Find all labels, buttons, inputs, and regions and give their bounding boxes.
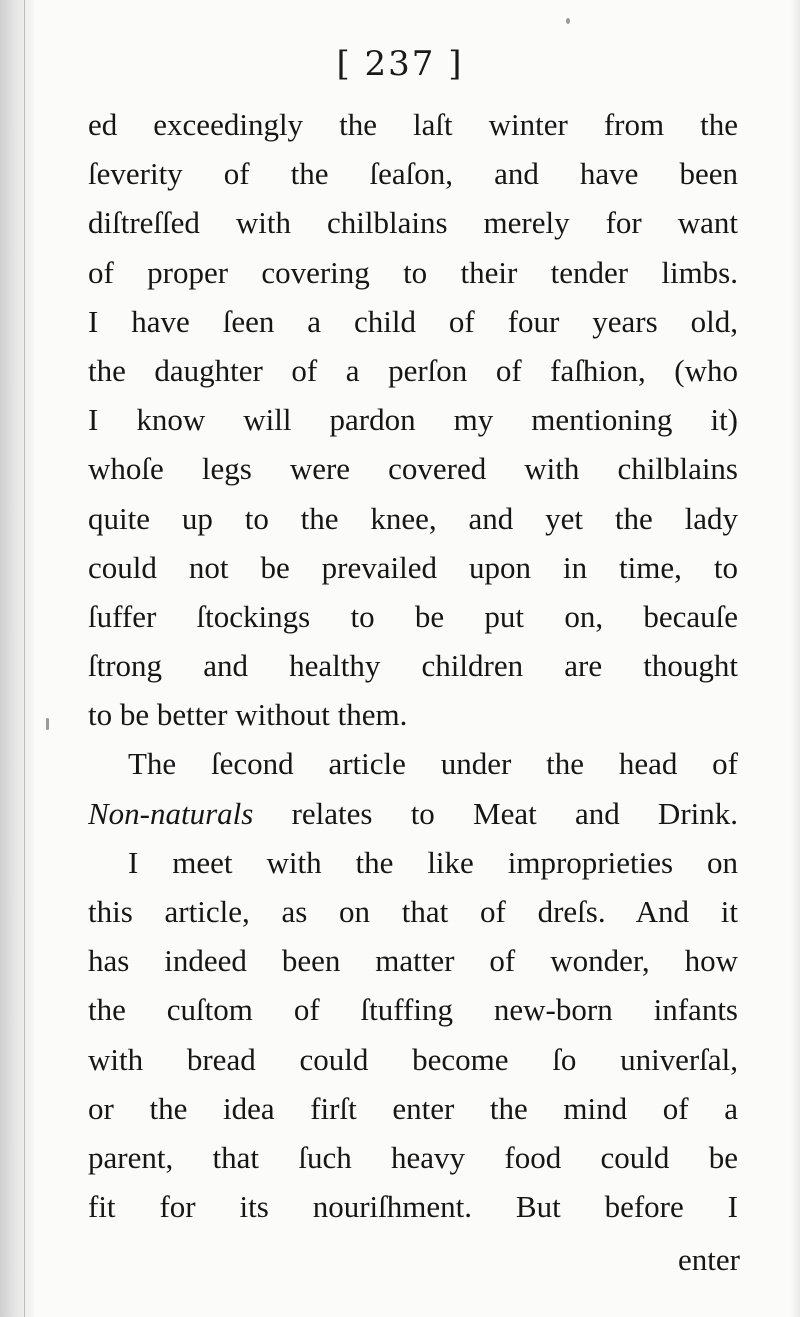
line-text: the cuſtom of ſtuffing new-born infants <box>88 992 738 1028</box>
line-text: parent, that ſuch heavy food could be <box>88 1139 738 1175</box>
binding-gutter-shadow <box>0 0 34 1317</box>
line-text: I have ſeen a child of four years old, <box>88 303 738 339</box>
italic-term: Non-naturals <box>88 795 254 831</box>
text-line <box>88 248 738 297</box>
line-text: relates to Meat and Drink. <box>253 795 738 831</box>
text-line <box>88 543 738 592</box>
catchword: enter <box>678 1242 740 1277</box>
line-text: could not be prevailed upon in time, to <box>88 549 738 585</box>
text-line <box>88 494 738 543</box>
text-line <box>88 690 738 739</box>
line-text: ſuffer ſtockings to be put on, becauſe <box>88 598 738 634</box>
line-text: to be better without them. <box>88 697 408 733</box>
line-text: The ſecond article under the head of <box>128 746 738 782</box>
line-text: this article, as on that of dreſs. And it <box>88 894 738 929</box>
line-text: whoſe legs were covered with chilblains <box>88 451 738 487</box>
text-line <box>88 936 738 985</box>
text-line <box>88 297 738 346</box>
text-line <box>88 985 738 1034</box>
text-line <box>88 1084 738 1133</box>
text-line <box>88 592 738 641</box>
paragraph-first-line <box>88 739 738 788</box>
line-text: with bread could become ſo univerſal, <box>88 1041 738 1077</box>
text-line <box>88 887 738 936</box>
line-text: of proper covering to their tender limbs. <box>88 254 738 290</box>
text-line <box>88 1133 738 1182</box>
line-text: I know will pardon my mentioning it) <box>88 402 738 438</box>
page-edge-shadow <box>790 0 800 1317</box>
text-line <box>88 641 738 690</box>
text-line <box>88 149 738 198</box>
text-line <box>88 789 738 838</box>
line-text: I meet with the like improprieties on <box>128 844 738 880</box>
paper-speck <box>566 18 570 24</box>
line-text: or the idea firſt enter the mind of a <box>88 1090 738 1126</box>
paragraph-first-line <box>88 838 738 887</box>
text-line <box>88 1035 738 1084</box>
text-line <box>88 395 738 444</box>
line-text: quite up to the knee, and yet the lady <box>88 500 738 536</box>
paper-speck <box>46 718 49 730</box>
line-text: ſtrong and healthy children are thought <box>88 648 738 684</box>
text-line <box>88 100 738 149</box>
line-text: fit for its nouriſhment. But before I <box>88 1189 738 1225</box>
page-number-header: [ 237 ] <box>336 44 464 84</box>
text-line <box>88 346 738 395</box>
body-text <box>88 100 738 1231</box>
text-line <box>88 1182 738 1231</box>
line-text: the daughter of a perſon of faſhion, (who <box>88 352 738 388</box>
text-line <box>88 444 738 493</box>
line-text: ſeverity of the ſeaſon, and have been <box>88 156 738 192</box>
line-text: has indeed been matter of wonder, how <box>88 943 738 979</box>
line-text: diſtreſſed with chilblains merely for want <box>88 205 738 241</box>
text-line <box>88 198 738 247</box>
line-text: ed exceedingly the laſt winter from the <box>88 107 738 142</box>
binding-gutter-line <box>24 0 25 1317</box>
